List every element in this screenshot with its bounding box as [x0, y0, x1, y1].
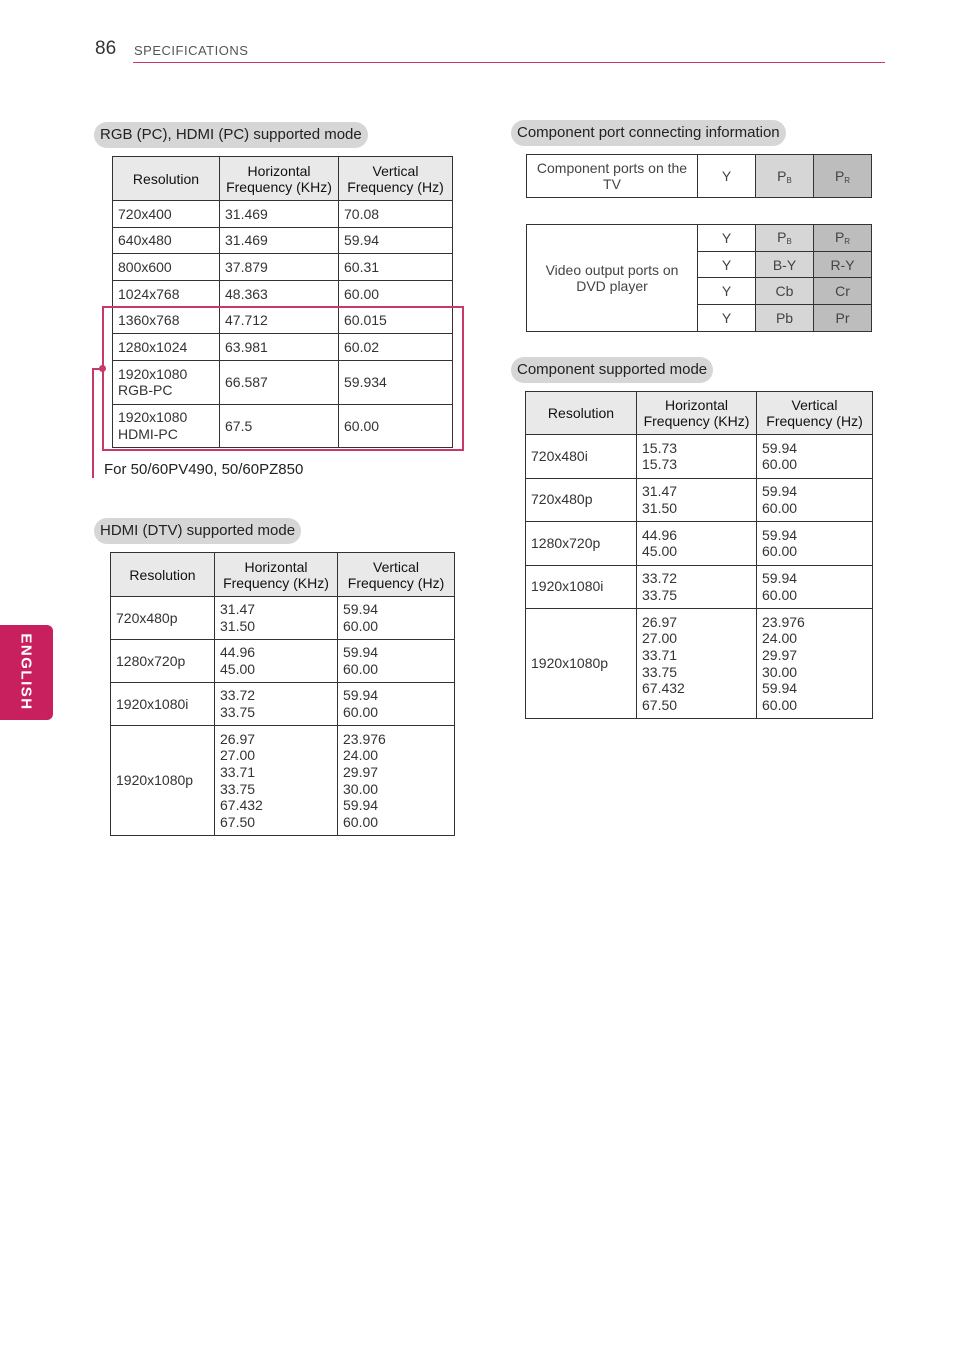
- table-cell: 33.72 33.75: [637, 565, 757, 609]
- header-divider: [133, 62, 885, 63]
- table-row: [111, 726, 455, 836]
- table-cell: 59.94 60.00: [338, 640, 455, 683]
- table-cell: 1920x1080i: [111, 683, 215, 726]
- language-tab-label: ENGLISH: [17, 633, 35, 711]
- port-cell: Y: [698, 225, 756, 252]
- table-cell: 26.97 27.00 33.71 33.75 67.432 67.50: [215, 726, 338, 836]
- table-row: [526, 609, 873, 719]
- table-cell: 59.94 60.00: [757, 522, 873, 566]
- rgb-pc-section-title: RGB (PC), HDMI (PC) supported mode: [94, 122, 368, 148]
- table-cell: 15.73 15.73: [637, 435, 757, 479]
- table-row: [111, 683, 455, 726]
- table-cell: 70.08: [339, 201, 453, 228]
- port-cell: Y: [698, 305, 756, 332]
- table-row: [526, 478, 873, 522]
- port-cell: Y: [698, 278, 756, 305]
- table-cell: 60.02: [339, 334, 453, 361]
- table-cell: 59.94: [339, 227, 453, 254]
- table-cell: 66.587: [220, 361, 339, 405]
- table-cell: 1024x768: [113, 281, 220, 308]
- column-header: Vertical Frequency (Hz): [339, 157, 453, 201]
- table-cell: 1920x1080 HDMI-PC: [113, 404, 220, 448]
- table-row: [527, 155, 872, 198]
- model-note: For 50/60PV490, 50/60PZ850: [104, 461, 304, 478]
- table-cell: 23.976 24.00 29.97 30.00 59.94 60.00: [338, 726, 455, 836]
- port-cell: $P_R$: [814, 225, 872, 252]
- table-cell: 1920x1080p: [526, 609, 637, 719]
- table-cell: 1920x1080 RGB-PC: [113, 361, 220, 405]
- table-cell: 63.981: [220, 334, 339, 361]
- table-cell: 47.712: [220, 307, 339, 334]
- table-cell: 1360x768: [113, 307, 220, 334]
- port-cell: Pr: [814, 305, 872, 332]
- table-cell: 59.934: [339, 361, 453, 405]
- table-cell: 720x480p: [111, 597, 215, 640]
- port-cell: Pb: [756, 305, 814, 332]
- port-cell: Cr: [814, 278, 872, 305]
- table-cell: 26.97 27.00 33.71 33.75 67.432 67.50: [637, 609, 757, 719]
- column-header: Horizontal Frequency (KHz): [637, 392, 757, 435]
- table-cell: 59.94 60.00: [338, 683, 455, 726]
- port-y: Y: [698, 155, 756, 198]
- table-cell: 720x400: [113, 201, 220, 228]
- table-cell: 48.363: [220, 281, 339, 308]
- table-row: [526, 565, 873, 609]
- language-tab: [0, 625, 53, 720]
- table-cell: 1280x720p: [526, 522, 637, 566]
- tv-component-ports-table: [526, 154, 872, 198]
- table-cell: 60.31: [339, 254, 453, 281]
- table-cell: 33.72 33.75: [215, 683, 338, 726]
- table-cell: 67.5: [220, 404, 339, 448]
- table-cell: 23.976 24.00 29.97 30.00 59.94 60.00: [757, 609, 873, 719]
- column-header: Resolution: [111, 553, 215, 597]
- port-cell: Cb: [756, 278, 814, 305]
- table-row: [113, 227, 453, 254]
- page-number: 86: [95, 38, 117, 59]
- column-header: Horizontal Frequency (KHz): [220, 157, 339, 201]
- table-row: [527, 225, 872, 252]
- table-row: [113, 201, 453, 228]
- component-mode-table: [525, 391, 873, 719]
- port-cell: B-Y: [756, 251, 814, 278]
- table-cell: 59.94 60.00: [757, 565, 873, 609]
- column-header: Horizontal Frequency (KHz): [215, 553, 338, 597]
- port-cell: Y: [698, 251, 756, 278]
- port-cell: R-Y: [814, 251, 872, 278]
- section-title: SPECIFICATIONS: [134, 43, 249, 58]
- table-header-row: [113, 157, 453, 201]
- port-cell: $P_B$: [756, 225, 814, 252]
- column-header: Resolution: [526, 392, 637, 435]
- table-cell: 59.94 60.00: [757, 435, 873, 479]
- table-cell: 37.879: [220, 254, 339, 281]
- table-cell: 59.94 60.00: [757, 478, 873, 522]
- table-cell: 800x600: [113, 254, 220, 281]
- table-header-row: [111, 553, 455, 597]
- callout-dot: [99, 365, 106, 372]
- table-cell: 31.47 31.50: [637, 478, 757, 522]
- table-cell: 720x480i: [526, 435, 637, 479]
- table-row: [111, 640, 455, 683]
- column-header: Vertical Frequency (Hz): [338, 553, 455, 597]
- hdmi-dtv-mode-table: [110, 552, 455, 836]
- table-row: [113, 254, 453, 281]
- table-row: [113, 281, 453, 308]
- table-header-row: [526, 392, 873, 435]
- dvd-output-ports-table: [526, 224, 872, 332]
- table-cell: 1920x1080i: [526, 565, 637, 609]
- port-pb: $P_B$: [756, 155, 814, 198]
- table-row: [111, 597, 455, 640]
- column-header: Resolution: [113, 157, 220, 201]
- table-cell: 640x480: [113, 227, 220, 254]
- table-cell: 59.94 60.00: [338, 597, 455, 640]
- table-cell: 1280x1024: [113, 334, 220, 361]
- column-header: Vertical Frequency (Hz): [757, 392, 873, 435]
- table-cell: 31.469: [220, 227, 339, 254]
- tv-ports-label: Component ports on the TV: [527, 155, 698, 198]
- table-cell: 720x480p: [526, 478, 637, 522]
- table-cell: 44.96 45.00: [637, 522, 757, 566]
- table-cell: 60.00: [339, 404, 453, 448]
- table-cell: 60.015: [339, 307, 453, 334]
- table-cell: 44.96 45.00: [215, 640, 338, 683]
- table-cell: 31.47 31.50: [215, 597, 338, 640]
- table-row: [526, 522, 873, 566]
- table-cell: 1280x720p: [111, 640, 215, 683]
- dvd-ports-label: Video output ports on DVD player: [527, 225, 698, 332]
- model-specific-highlight: [102, 306, 464, 451]
- hdmi-dtv-section-title: HDMI (DTV) supported mode: [94, 518, 301, 544]
- callout-line: [92, 368, 94, 478]
- component-mode-section-title: Component supported mode: [511, 357, 713, 383]
- table-cell: 60.00: [339, 281, 453, 308]
- port-pr: $P_R$: [814, 155, 872, 198]
- component-info-section-title: Component port connecting information: [511, 120, 786, 146]
- table-row: [526, 435, 873, 479]
- table-cell: 31.469: [220, 201, 339, 228]
- table-cell: 1920x1080p: [111, 726, 215, 836]
